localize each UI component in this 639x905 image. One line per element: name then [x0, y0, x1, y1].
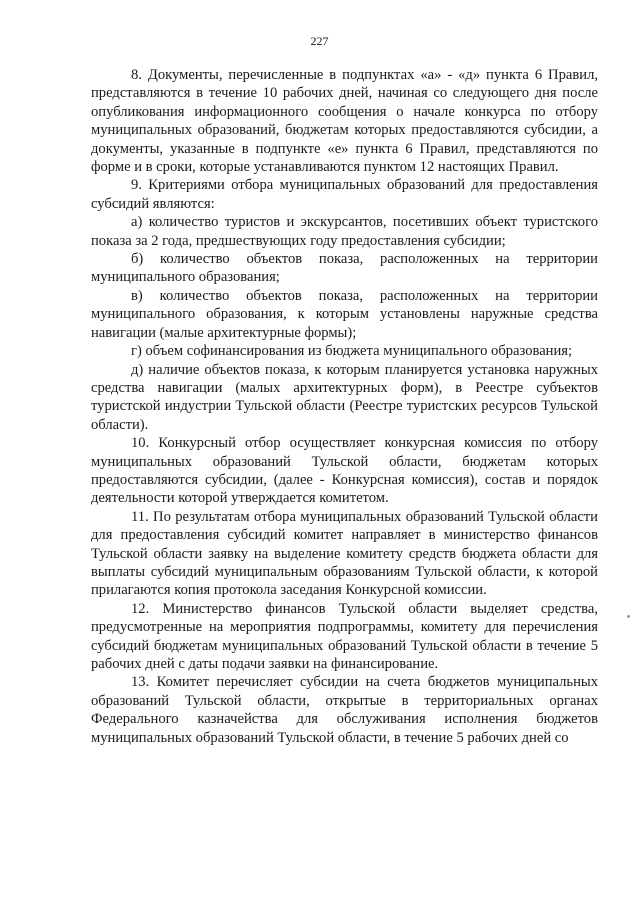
- paragraph-13: 13. Комитет перечисляет субсидии на счета бюджетов муниципальных образований Тульской области, открытые в территориальных органах Федерального казначейства для обслуживания исполнения бюджетов муниципальных образований Тульской области, в течение 5 рабочих дней со: [91, 674, 598, 746]
- criterion-a: а) количество туристов и экскурсантов, посетивших объект туристского показа за 2 года, предшествующих году предоставления субсидии;: [91, 214, 598, 249]
- document-body: [91, 66, 598, 747]
- criterion-d: д) наличие объектов показа, к которым планируется установка наружных средства навигации (малых архитектурных форм), в Реестре субъектов туристской индустрии Тульской области (Реестре туристских ресурсов Тульской области).: [91, 361, 598, 433]
- scan-artifact-dot: [627, 615, 630, 618]
- paragraph-11: 11. По результатам отбора муниципальных образований Тульской области для предоставления субсидий комитет направляет в министерство финансов Тульской области заявку на выделение комитету средств бюджета области для выплаты субсидий муниципальным образованиям Тульской области, к которой прилагаются копия протокола заседания Конкурсной комиссии.: [91, 508, 598, 599]
- page-number: 227: [310, 34, 329, 48]
- criterion-v: в) количество объектов показа, расположенных на территории муниципального образования, к которым установлены наружные средства навигации (малые архитектурные формы);: [91, 287, 598, 341]
- criterion-g: г) объем софинансирования из бюджета муниципального образования;: [131, 343, 573, 360]
- paragraph-10: 10. Конкурсный отбор осуществляет конкурсная комиссия по отбору муниципальных образований Тульской области, бюджетам которых предоставляются субсидии, (далее - Конкурсная комиссия), состав и порядок деятельности которой утверждается комитетом.: [91, 435, 598, 507]
- paragraph-8: 8. Документы, перечисленные в подпунктах «а» - «д» пункта 6 Правил, представляются в течение 10 рабочих дней, начиная со следующего дня после опубликования информационного сообщения о начале конкурса по отбору муниципальных образований, бюджетам которых предоставляются субсидии, а документы, указанные в подпункте «е» пункта 6 Правил, представляются по форме и в сроки, которые устанавливаются пунктом 12 настоящих Правил.: [91, 67, 598, 176]
- criterion-b: б) количество объектов показа, расположенных на территории муниципального образования;: [91, 251, 598, 286]
- paragraph-12: 12. Министерство финансов Тульской области выделяет средства, предусмотренные на мероприятия подпрограммы, комитету для перечисления субсидий бюджетам муниципальных образований Тульской области в течение 5 рабочих дней с даты подачи заявки на финансирование.: [91, 600, 598, 672]
- paragraph-9: 9. Критериями отбора муниципальных образований для предоставления субсидий являются:: [91, 177, 598, 212]
